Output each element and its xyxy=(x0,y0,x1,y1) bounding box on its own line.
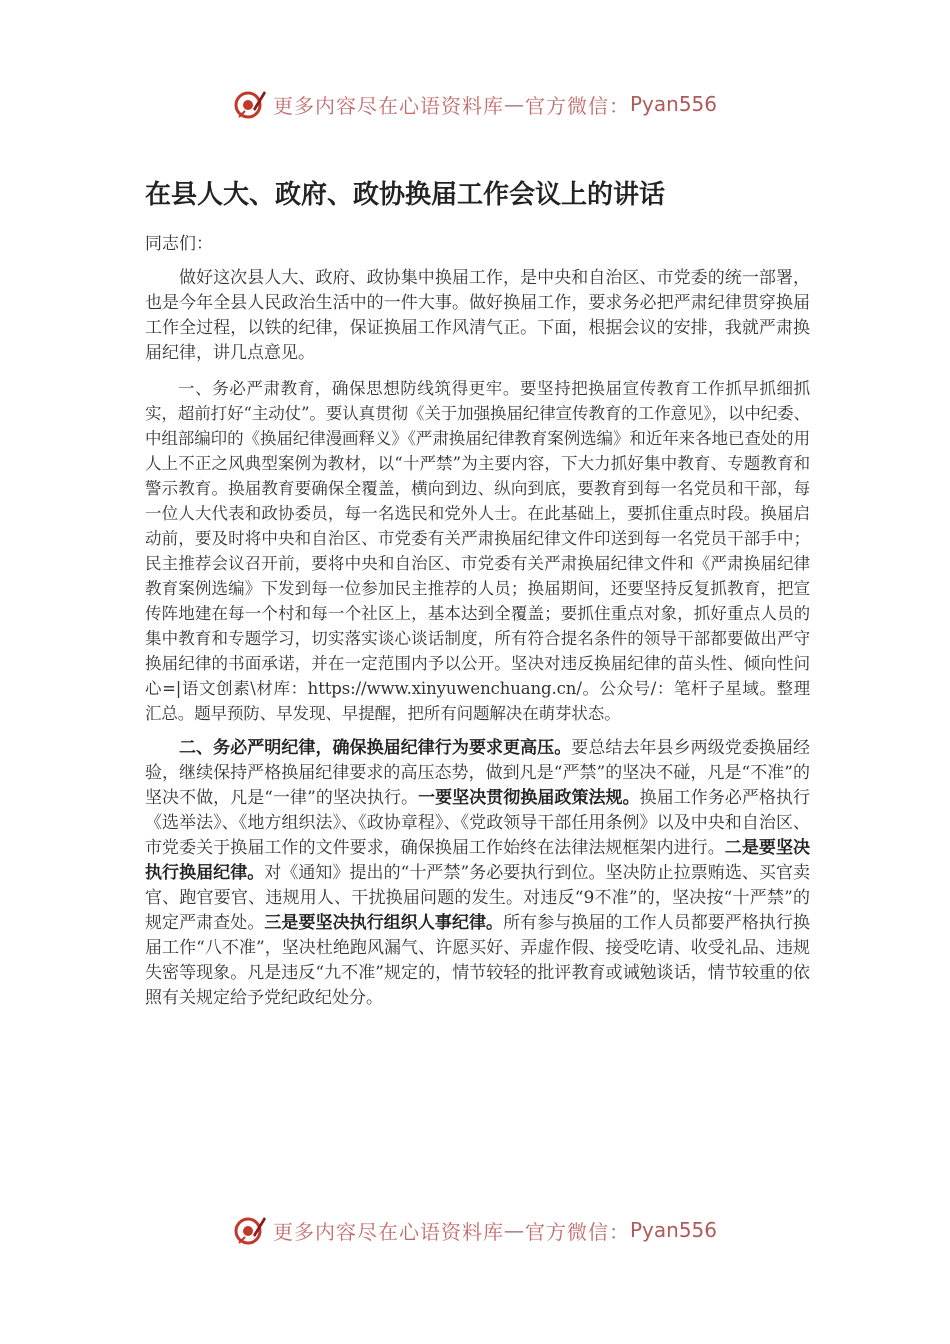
intro-paragraph: 做好这次县人大、政府、政协集中换届工作，是中央和自治区、市党委的统一部署，也是今年全县人民政治生活中的一件大事。做好换届工作，要求务必把严肃纪律贯穿换届工作全过程，以铁的纪律，保证换届工作风清气正。下面，根据会议的安排，我就严肃换届纪律，讲几点意见。 xyxy=(145,268,810,363)
banner-separator: — xyxy=(503,1218,525,1242)
section-2-text-2: 换届工作务必严格执行《选举法》、《地方组织法》、《政协章程》、《党政领导干部任用条例》以及中央和自治区、市党委关于换届工作的文件要求，确保换届工作始终在法律法规框架内进行。 xyxy=(145,788,811,858)
section-2-paragraph xyxy=(145,736,810,1011)
section-2-text-4: 所有参与换届的工作人员都要严格执行换届工作“八不准”，坚决杜绝跑风漏气、许愿买好、弄虚作假、接受吃请、收受礼品、违规失密等现象。凡是违反“九不准”规定的，情节较轻的批评教育或诫勉谈话，情节较重的依照有关规定给予党纪政纪处分。 xyxy=(145,913,811,1008)
section-2-point-1: 一要坚决贯彻换届政策法规。 xyxy=(418,788,640,808)
banner-separator: — xyxy=(503,92,525,116)
section-2-text-1: 要总结去年县乡两级党委换届经验，继续保持严格换届纪律要求的高压态势，做到凡是“严禁”的坚决不碰，凡是“不准”的坚决不做，凡是“一律”的坚决执行。 xyxy=(145,738,811,808)
document-body xyxy=(145,232,810,1021)
document-title: 在县人大、政府、政协换届工作会议上的讲话 xyxy=(145,180,666,210)
header-banner xyxy=(0,84,950,124)
pen-logo-icon xyxy=(233,87,267,121)
pen-logo-icon xyxy=(233,1213,267,1247)
banner-contact: 官方微信： xyxy=(524,93,630,118)
banner-wechat-id: Pyan556 xyxy=(629,1218,717,1242)
banner-wechat-id: Pyan556 xyxy=(629,92,717,116)
banner-text: 更多内容尽在心语资料库 xyxy=(272,1219,504,1244)
greeting: 同志们： xyxy=(145,234,213,254)
section-2-text-3: 对《通知》提出的“十严禁”务必要执行到位。坚决防止拉票贿选、买官卖官、跑官要官、违规用人、干扰换届问题的发生。对违反“9不准”的，坚决按“十严禁”的规定严肃查处。 xyxy=(145,863,810,933)
section-2-point-2: 二是要坚决执行换届纪律。 xyxy=(145,838,811,883)
section-2-point-3: 三是要坚决执行组织人事纪律。 xyxy=(264,913,504,933)
banner-text: 更多内容尽在心语资料库 xyxy=(272,93,504,118)
section-1-paragraph: 一、务必严肃教育，确保思想防线筑得更牢。要坚持把换届宣传教育工作抓早抓细抓实，超前打好“主动仗”。要认真贯彻《关于加强换届纪律宣传教育的工作意见》，以中纪委、中组部编印的《换届纪律漫画释义》《严肃换届纪律教育案例选编》和近年来各地已查处的用人上不正之风典型案例为教材，以“十严禁”为主要内容，下大力抓好集中教育、专题教育和警示教育。换届教育要确保全覆盖，横向到边、纵向到底，要教育到每一名党员和干部，每一位人大代表和政协委员，每一名选民和党外人士。在此基础上，要抓住重点时段。换届启动前，要及时将中央和自治区、市党委有关严肃换届纪律文件印送到每一名党员干部手中；民主推荐会议召开前，要将中央和自治区、市党委有关严肃换届纪律文件和《严肃换届纪律教育案例选编》下发到每一位参加民主推荐的人员；换届期间，还要坚持反复抓教育，把宣传阵地建在每一个村和每一个社区上，基本达到全覆盖；要抓住重点对象，抓好重点人员的集中教育和专题学习，切实落实谈心谈话制度，所有符合提名条件的领导干部都要做出严守换届纪律的书面承诺，并在一定范围内予以公开。坚决对违反换届纪律的苗头性、倾向性问心=|语文创素\材库：https://www.xinyuwenchuang.cn/。公众号/：笔杆子星域。整理汇总。题早预防、早发现、早提醒，把所有问题解决在萌芽状态。 xyxy=(145,379,810,723)
footer-banner xyxy=(0,1210,950,1250)
section-2-heading: 二、务必严明纪律，确保换届纪律行为要求更高压。 xyxy=(179,738,572,758)
banner-contact: 官方微信： xyxy=(524,1219,630,1244)
